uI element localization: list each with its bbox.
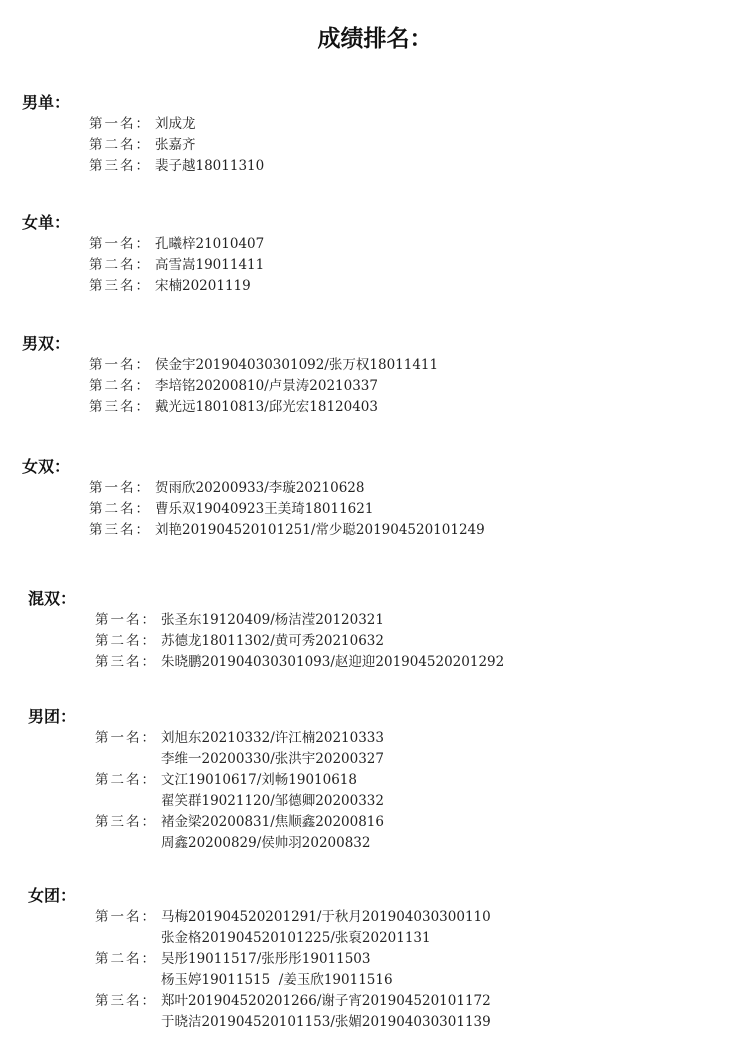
section-title: 男双： xyxy=(22,334,71,353)
player-names: 苏德龙18011302/黄可秀20210632 xyxy=(161,633,384,649)
rank-label: 第一名： xyxy=(95,612,157,628)
ranking-row xyxy=(89,234,264,255)
rank-label: 第二名： xyxy=(95,772,157,788)
player-names: 吴彤19011517/张彤彤19011503 xyxy=(161,951,371,967)
ranking-row xyxy=(95,812,384,833)
player-names: 周鑫20200829/侯帅羽20200832 xyxy=(161,835,371,851)
player-names: 裴子越18011310 xyxy=(155,158,265,174)
rank-label: 第二名： xyxy=(89,378,151,394)
player-names: 曹乐双19040923王美琦18011621 xyxy=(155,501,374,517)
ranking-row xyxy=(95,770,384,791)
rank-label: 第三名： xyxy=(89,399,151,415)
ranking-row xyxy=(89,520,485,541)
player-names: 杨玉婷19011515 /姜玉欣19011516 xyxy=(161,972,393,988)
page-title: 成绩排名： xyxy=(317,26,433,52)
rank-label: 第二名： xyxy=(95,951,157,967)
rank-label: 第二名： xyxy=(89,501,151,517)
ranking-row xyxy=(89,478,485,499)
player-names: 郑叶201904520201266/谢子宵201904520101172 xyxy=(161,993,491,1009)
rank-label: 第三名： xyxy=(89,522,151,538)
rank-label: 第一名： xyxy=(89,357,151,373)
ranking-row xyxy=(89,114,264,135)
ranking-row xyxy=(95,907,491,928)
ranking-row xyxy=(95,749,384,770)
section-title: 女单： xyxy=(22,213,71,232)
rank-label: 第三名： xyxy=(89,278,151,294)
ranking-row xyxy=(95,833,384,854)
player-names: 朱晓鹏201904030301093/赵迎迎201904520201292 xyxy=(161,654,505,670)
ranking-row xyxy=(89,156,264,177)
ranking-row xyxy=(95,610,504,631)
rank-label: 第三名： xyxy=(95,993,157,1009)
ranking-row xyxy=(89,499,485,520)
ranking-row xyxy=(89,135,264,156)
ranking-row xyxy=(89,276,264,297)
section-title: 混双： xyxy=(28,589,77,608)
player-names: 马梅201904520201291/于秋月201904030300110 xyxy=(161,909,491,925)
player-names: 侯金宇201904030301092/张万权18011411 xyxy=(155,357,439,373)
section-title: 男团： xyxy=(28,707,77,726)
rank-label: 第一名： xyxy=(95,730,157,746)
rank-label: 第一名： xyxy=(89,236,151,252)
player-names: 孔曦梓21010407 xyxy=(155,236,265,252)
player-names: 张金格201904520101225/张裒20201131 xyxy=(161,930,431,946)
player-names: 贺雨欣20200933/李璇20210628 xyxy=(155,480,365,496)
player-names: 翟笑群19021120/邹德卿20200332 xyxy=(161,793,384,809)
ranking-row xyxy=(95,1012,491,1033)
ranking-row xyxy=(95,970,491,991)
rank-label: 第一名： xyxy=(89,116,151,132)
rank-label: 第三名： xyxy=(89,158,151,174)
ranking-row xyxy=(95,949,491,970)
player-names: 张嘉齐 xyxy=(155,137,196,153)
ranking-row xyxy=(89,397,438,418)
player-names: 刘旭东20210332/许江楠20210333 xyxy=(161,730,384,746)
section-title: 男单： xyxy=(22,93,71,112)
ranking-row xyxy=(95,991,491,1012)
player-names: 李维一20200330/张洪宇20200327 xyxy=(161,751,384,767)
ranking-row xyxy=(95,652,504,673)
player-names: 褚金梁20200831/焦顺鑫20200816 xyxy=(161,814,384,830)
ranking-row xyxy=(95,928,491,949)
section-title: 女双： xyxy=(22,457,71,476)
ranking-row xyxy=(95,631,504,652)
player-names: 刘艳201904520101251/常少聪201904520101249 xyxy=(155,522,485,538)
rank-label: 第二名： xyxy=(95,633,157,649)
player-names: 高雪嵩19011411 xyxy=(155,257,265,273)
ranking-row xyxy=(89,355,438,376)
player-names: 李培铭20200810/卢景涛20210337 xyxy=(155,378,378,394)
ranking-row xyxy=(89,376,438,397)
player-names: 戴光远18010813/邱光宏18120403 xyxy=(155,399,378,415)
rank-label: 第三名： xyxy=(95,814,157,830)
player-names: 文江19010617/刘畅19010618 xyxy=(161,772,357,788)
ranking-row xyxy=(95,728,384,749)
ranking-row xyxy=(95,791,384,812)
player-names: 刘成龙 xyxy=(155,116,196,132)
player-names: 于晓洁201904520101153/张媚201904030301139 xyxy=(161,1014,491,1030)
rank-label: 第二名： xyxy=(89,257,151,273)
player-names: 张圣东19120409/杨洁滢20120321 xyxy=(161,612,384,628)
rank-label: 第二名： xyxy=(89,137,151,153)
rank-label: 第三名： xyxy=(95,654,157,670)
rank-label: 第一名： xyxy=(89,480,151,496)
section-title: 女团： xyxy=(28,886,77,905)
ranking-row xyxy=(89,255,264,276)
player-names: 宋楠20201119 xyxy=(155,278,251,294)
rank-label: 第一名： xyxy=(95,909,157,925)
